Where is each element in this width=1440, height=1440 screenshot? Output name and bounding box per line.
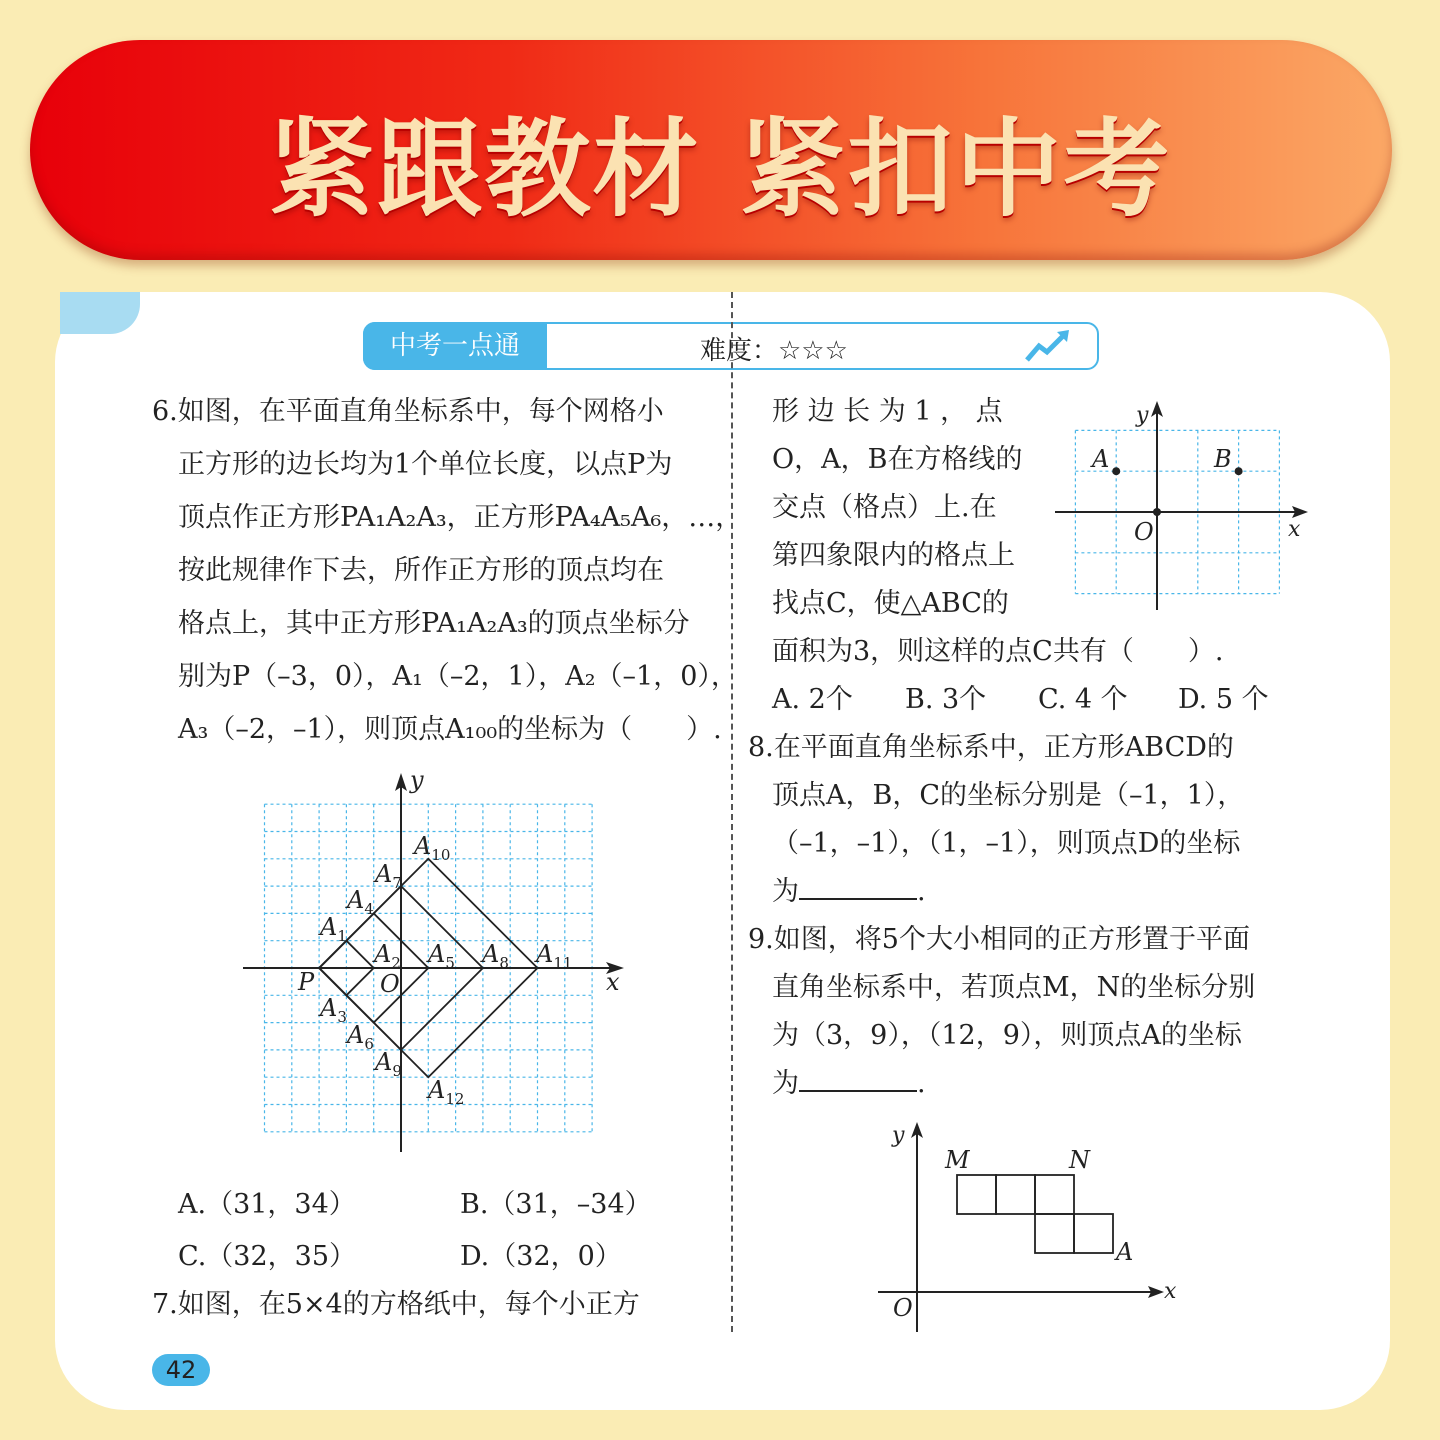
- q6-option-c: C.（32，35）: [178, 1241, 356, 1272]
- q7-line3: O，A，B在方格线的: [772, 444, 1023, 475]
- origin-label: O: [893, 1294, 913, 1322]
- q6-line1: 6.如图，在平面直角坐标系中，每个网格小: [152, 396, 664, 427]
- x-axis-label: x: [1288, 517, 1301, 542]
- q7-option-d: D. 5 个: [1178, 684, 1269, 715]
- q7-line4: 交点（格点）上.在: [772, 492, 997, 523]
- vertex-label-a8: $A_8$: [482, 940, 509, 972]
- square: [1035, 1175, 1074, 1214]
- q8-line3: （–1，–1），（1，–1），则顶点D的坐标: [772, 828, 1241, 859]
- y-axis-label: y: [410, 766, 424, 794]
- point-a-label: A: [1092, 445, 1110, 473]
- q7-line1: 7.如图，在5×4的方格纸中，每个小正方: [152, 1289, 640, 1320]
- q6-option-a: A.（31，34）: [178, 1189, 356, 1220]
- vertex-label-a5: $A_5$: [428, 940, 455, 972]
- q8-line1: 8.在平面直角坐标系中，正方形ABCD的: [748, 732, 1234, 763]
- q9-line1: 9.如图，将5个大小相同的正方形置于平面: [748, 924, 1250, 955]
- page-number: 42: [152, 1354, 210, 1386]
- q8-line4: 为 .: [772, 876, 926, 907]
- square: [1035, 1214, 1074, 1253]
- q9-answer-blank: [799, 1072, 917, 1092]
- q9-figure: [870, 1115, 1190, 1340]
- vertex-label-a12: $A_{12}$: [428, 1076, 465, 1108]
- point-o: [1153, 508, 1161, 516]
- q7-line7: 面积为3，则这样的点C共有（ ）.: [772, 636, 1224, 667]
- point-p-label: P: [298, 968, 315, 996]
- x-axis-label: x: [606, 968, 620, 996]
- column-divider: [731, 292, 733, 1332]
- vertex-label-a6: $A_6$: [347, 1021, 374, 1053]
- q7-line6: 找点C，使△ABC的: [772, 588, 1009, 619]
- q7-line2: 形 边 长 为 1 ， 点: [772, 396, 1003, 427]
- section-label: 中考一点通: [363, 322, 547, 370]
- q9-line4: 为 .: [772, 1068, 926, 1099]
- point-a: [1112, 467, 1120, 475]
- q7-line5: 第四象限内的格点上: [772, 540, 1015, 571]
- origin-label: O: [380, 970, 400, 998]
- q9-line2: 直角坐标系中，若顶点M，N的坐标分别: [772, 972, 1256, 1003]
- vertex-label-a10: $A_{10}$: [414, 832, 451, 864]
- q7-option-c: C. 4 个: [1038, 684, 1128, 715]
- x-axis-label: x: [1164, 1279, 1177, 1304]
- origin-label: O: [1134, 518, 1154, 546]
- trend-icon: [1025, 328, 1071, 364]
- q6-line6: 别为P（–3，0），A₁（–2，1），A₂（–1，0），: [178, 661, 738, 692]
- banner-title: 紧跟教材 紧扣中考: [268, 108, 1172, 231]
- q6-line3: 顶点作正方形PA₁A₂A₃，正方形PA₄A₅A₆，…，: [178, 502, 743, 533]
- difficulty-rating: 难度：☆☆☆: [700, 336, 848, 366]
- q9-line3: 为（3，9），（12，9），则顶点A的坐标: [772, 1020, 1242, 1051]
- q6-figure: [230, 765, 650, 1165]
- square: [1074, 1214, 1113, 1253]
- point-m-label: M: [945, 1146, 970, 1174]
- q6-option-d: D.（32，0）: [460, 1241, 622, 1272]
- vertex-label-a1: $A_1$: [320, 913, 347, 945]
- q7-figure: [1050, 398, 1320, 618]
- point-b-label: B: [1214, 445, 1232, 473]
- q6-line7: A₃（–2，–1），则顶点A₁₀₀的坐标为（ ）.: [178, 714, 722, 745]
- square: [996, 1175, 1035, 1214]
- q7-option-b: B. 3个: [905, 684, 987, 715]
- q6-line4: 按此规律作下去，所作正方形的顶点均在: [178, 555, 664, 586]
- point-b: [1235, 467, 1243, 475]
- q6-line5: 格点上，其中正方形PA₁A₂A₃的顶点坐标分: [178, 608, 690, 639]
- y-axis-label: y: [892, 1123, 905, 1148]
- vertex-label-a2: $A_2$: [374, 940, 401, 972]
- q6-option-b: B.（31，–34）: [460, 1189, 652, 1220]
- q6-line2: 正方形的边长均为1个单位长度，以点P为: [178, 449, 673, 480]
- point-a-label: A: [1116, 1238, 1134, 1266]
- square: [957, 1175, 996, 1214]
- q8-answer-blank: [799, 880, 917, 900]
- vertex-label-a9: $A_9$: [375, 1048, 402, 1080]
- vertex-label-a3: $A_3$: [320, 994, 347, 1026]
- q7-option-a: A. 2个: [772, 684, 853, 715]
- corner-tab: [60, 292, 140, 334]
- q8-line2: 顶点A，B，C的坐标分别是（–1，1），: [772, 780, 1245, 811]
- vertex-label-a4: $A_4$: [347, 886, 374, 918]
- point-n-label: N: [1069, 1146, 1090, 1174]
- y-axis-label: y: [1136, 403, 1149, 428]
- vertex-label-a11: $A_{11}$: [536, 940, 573, 972]
- vertex-label-a7: $A_7$: [375, 860, 402, 892]
